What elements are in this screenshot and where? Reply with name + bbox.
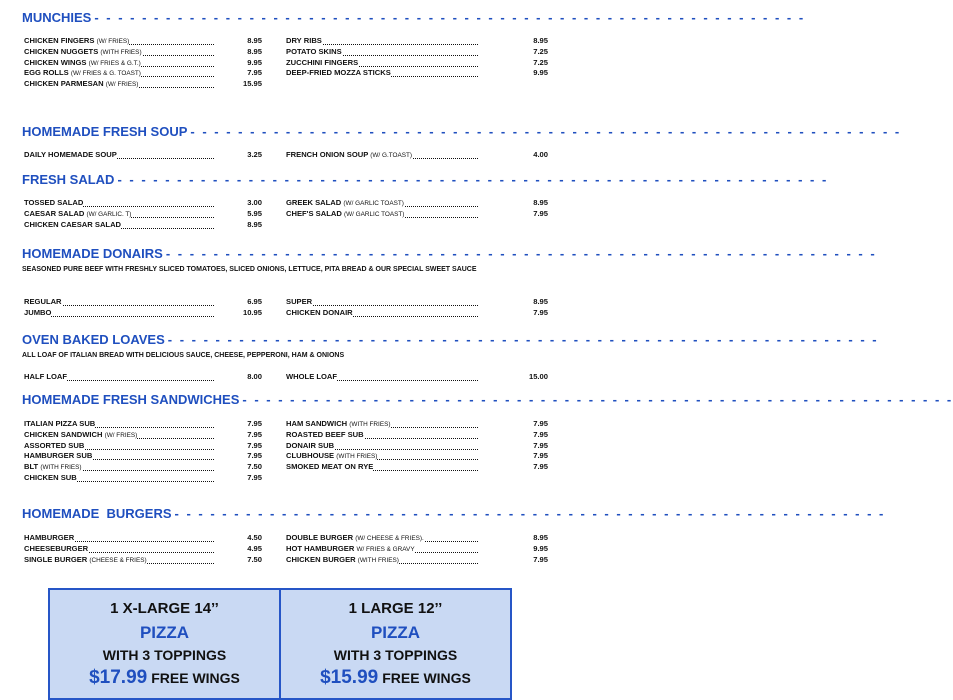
item-note: (W/ FRIES & G.T.)	[88, 59, 141, 67]
item-name	[286, 68, 391, 78]
item-price: 10.95	[242, 307, 262, 317]
item-note: (WITH FRIES)	[357, 556, 399, 564]
item-price: 7.95	[247, 429, 262, 439]
menu-item	[24, 58, 262, 68]
menu-item	[24, 555, 262, 565]
item-name	[286, 419, 390, 430]
menu-item	[286, 555, 548, 565]
item-price: 9.95	[533, 543, 548, 553]
menu-item	[24, 473, 262, 483]
item-name-text: EGG ROLLS	[24, 68, 69, 78]
item-price: 3.00	[247, 198, 262, 207]
item-note: (W/ GARLIC TOAST)	[343, 210, 405, 218]
section-title-text: MUNCHIES	[22, 10, 92, 25]
item-name-text: GREEK SALAD	[286, 198, 342, 207]
item-name-text: DONAIR SUB	[286, 440, 335, 450]
item-price: 7.95	[533, 451, 548, 461]
promo-extra: FREE WINGS	[151, 670, 240, 686]
item-name-text: POTATO SKINS	[286, 46, 342, 56]
promo-size: 1 LARGE 12’’	[348, 600, 443, 617]
item-name	[286, 36, 322, 46]
item-price: 7.50	[247, 554, 262, 564]
item-name-text: CAESAR SALAD	[24, 208, 85, 218]
promo-item: PIZZA	[370, 623, 421, 642]
item-name-text: DOUBLE BURGER	[286, 533, 354, 542]
section-title-donairs	[22, 246, 877, 261]
item-name-text: CHICKEN CAESAR SALAD	[24, 219, 122, 229]
promo-price: $17.99	[89, 667, 148, 688]
item-name-text: JUMBO	[24, 307, 52, 317]
item-name-text: SMOKED MEAT ON RYE	[286, 462, 374, 472]
item-name-text: CHICKEN SUB	[24, 473, 77, 482]
item-price: 7.95	[533, 307, 548, 317]
item-name	[24, 220, 121, 230]
menu-item	[24, 419, 262, 429]
title-divider: - - - - - - - - - - - - - - - - - - - - - - - - - - - - - - - - - - - - - - - - - - - - - - - - - - - - - - - - - - - -	[242, 392, 953, 407]
item-name	[24, 58, 141, 69]
promo-extra: FREE WINGS	[382, 670, 471, 686]
item-price: 9.95	[533, 68, 548, 78]
item-note: (WITH FRIES)	[349, 421, 391, 428]
section-title-munchies	[22, 10, 806, 25]
promo-item: PIZZA	[139, 623, 190, 642]
item-name-text: HAM SANDWICH	[286, 419, 348, 428]
item-note: (WITH FRIES)	[100, 48, 142, 56]
section-title-text: OVEN BAKED LOAVES	[22, 332, 165, 347]
item-name	[24, 297, 62, 307]
menu-item	[24, 220, 262, 230]
item-name	[286, 47, 342, 57]
item-name	[24, 36, 129, 47]
item-price: 15.95	[242, 79, 262, 89]
promo-large-pizza	[279, 590, 510, 698]
item-price: 4.95	[247, 543, 262, 553]
menu-item	[286, 441, 548, 451]
item-name-text: ZUCCHINI FINGERS	[286, 57, 359, 67]
menu-item	[286, 150, 548, 160]
section-title-text: HOMEMADE FRESH SOUP	[22, 124, 188, 139]
menu-item	[24, 150, 262, 160]
menu-item	[286, 297, 548, 307]
item-name	[24, 209, 131, 220]
item-name	[24, 150, 117, 160]
menu-item	[24, 430, 262, 440]
promo-deal	[50, 667, 279, 689]
item-note: (WITH FRIES)	[40, 464, 82, 472]
item-name-text: CHICKEN WINGS	[24, 57, 87, 67]
item-price: 7.95	[533, 462, 548, 472]
item-name	[286, 533, 424, 544]
item-price: 7.25	[533, 46, 548, 56]
item-name-text: FRENCH ONION SOUP	[286, 150, 369, 159]
item-price: 7.95	[247, 68, 262, 78]
item-name	[286, 441, 334, 451]
menu-item	[24, 451, 262, 461]
menu-item	[24, 308, 262, 318]
item-name	[286, 544, 415, 555]
menu-item	[24, 462, 262, 472]
section-title-text: FRESH SALAD	[22, 172, 115, 187]
item-price: 9.95	[247, 57, 262, 67]
item-name-text: DAILY HOMEMADE SOUP	[24, 150, 117, 159]
menu-item	[286, 36, 548, 46]
item-price: 7.50	[247, 462, 262, 472]
item-price: 7.95	[247, 419, 262, 428]
section-title-text: HOMEMADE BURGERS	[22, 506, 172, 521]
item-price: 7.95	[533, 208, 548, 218]
item-name-text: ROASTED BEEF SUB	[286, 429, 364, 439]
item-name-text: BLT	[24, 462, 39, 472]
item-price: 8.95	[247, 219, 262, 229]
item-name	[286, 462, 373, 472]
title-divider: - - - - - - - - - - - - - - - - - - - - - - - - - - - - - - - - - - - - - - - - - - - - - - - - - - - - - - - - - - - -	[174, 506, 886, 521]
section-title-sandwiches	[22, 392, 953, 407]
item-price: 7.25	[533, 57, 548, 67]
menu-item	[286, 544, 548, 554]
item-name	[24, 555, 147, 566]
dot-leader	[286, 305, 478, 306]
item-price: 8.95	[533, 36, 548, 45]
item-price: 7.95	[533, 419, 548, 428]
menu-item	[286, 430, 548, 440]
dot-leader	[24, 316, 214, 317]
item-name	[24, 462, 82, 473]
item-name	[24, 419, 95, 429]
section-description: ALL LOAF OF ITALIAN BREAD WITH DELICIOUS SAUCE, CHEESE, PEPPERONI, HAM & ONIONS	[22, 352, 345, 359]
menu-item	[24, 372, 262, 382]
item-name-text: DRY RIBS	[286, 36, 322, 45]
menu-item	[286, 209, 548, 219]
menu-item	[286, 372, 548, 382]
item-note: (WITH FRIES)	[336, 453, 378, 461]
promo-price: $15.99	[320, 667, 379, 688]
item-name-text: CHEF'S SALAD	[286, 208, 342, 218]
item-price: 4.00	[533, 150, 548, 159]
item-note: (W/ GARLIC. T)	[86, 210, 132, 218]
menu-item	[286, 68, 548, 78]
item-price: 15.00	[528, 372, 548, 381]
title-divider: - - - - - - - - - - - - - - - - - - - - - - - - - - - - - - - - - - - - - - - - - - - - - - - - - - - - - - - - - - - -	[117, 172, 829, 187]
item-name-text: HAMBURGER SUB	[24, 451, 93, 461]
menu-item	[24, 198, 262, 208]
item-name	[286, 430, 364, 440]
item-name	[286, 451, 377, 462]
item-name-text: SUPER	[286, 297, 313, 306]
item-price: 7.95	[247, 473, 262, 482]
item-name	[24, 198, 83, 208]
menu-item	[24, 47, 262, 57]
item-name-text: CHICKEN NUGGETS	[24, 46, 99, 56]
item-name	[286, 555, 399, 566]
item-price: 5.95	[247, 208, 262, 218]
item-name-text: ASSORTED SUB	[24, 440, 85, 450]
title-divider: - - - - - - - - - - - - - - - - - - - - - - - - - - - - - - - - - - - - - - - - - - - - - - - - - - - - - - - - - - - -	[94, 10, 806, 25]
menu-item	[24, 36, 262, 46]
menu-item	[24, 441, 262, 451]
promo-toppings: WITH 3 TOPPINGS	[333, 647, 458, 663]
item-name-text: TOSSED SALAD	[24, 198, 84, 207]
item-price: 7.95	[247, 451, 262, 461]
item-name	[24, 533, 74, 543]
item-price: 3.25	[247, 150, 262, 159]
section-title-loaves	[22, 332, 879, 347]
item-name-text: SINGLE BURGER	[24, 554, 88, 564]
item-name	[24, 79, 138, 90]
item-name	[286, 372, 337, 382]
item-name	[24, 441, 84, 451]
item-name-text: ITALIAN PIZZA SUB	[24, 419, 96, 428]
item-name-text: HOT HAMBURGER	[286, 543, 355, 553]
item-name	[286, 150, 412, 161]
menu-item	[286, 47, 548, 57]
item-price: 7.95	[533, 429, 548, 439]
section-title-text: HOMEMADE FRESH SANDWICHES	[22, 392, 240, 407]
item-price: 8.95	[533, 533, 548, 542]
section-description: SEASONED PURE BEEF WITH FRESHLY SLICED TOMATOES, SLICED ONIONS, LETTUCE, PITA BREAD & OUR SPECIAL SWEET SAUCE	[22, 266, 477, 273]
promo-banner	[48, 588, 512, 700]
item-name	[286, 198, 404, 209]
item-name	[24, 68, 141, 79]
item-price: 7.95	[533, 554, 548, 564]
menu-item	[24, 533, 262, 543]
item-price: 8.95	[247, 36, 262, 45]
item-name	[286, 308, 353, 318]
menu-item	[286, 533, 548, 543]
item-name	[24, 372, 67, 382]
item-name-text: DEEP-FRIED MOZZA STICKS	[286, 68, 391, 78]
item-note: (W/ GARLIC TOAST)	[343, 200, 404, 207]
menu-item	[24, 544, 262, 554]
item-name	[24, 451, 92, 461]
item-name	[286, 209, 404, 220]
item-note: W/ FRIES & GRAVY	[356, 545, 415, 553]
item-note: (W/ FRIES)	[104, 431, 138, 439]
item-name	[286, 297, 312, 307]
promo-deal	[281, 667, 510, 689]
item-note: (W/ G.TOAST)	[370, 152, 413, 159]
menu-item	[286, 451, 548, 461]
item-name-text: CHICKEN DONAIR	[286, 307, 353, 317]
menu-item	[24, 297, 262, 307]
item-price: 7.95	[247, 440, 262, 450]
menu-item	[286, 198, 548, 208]
item-note: (W/ FRIES)	[96, 38, 130, 45]
title-divider: - - - - - - - - - - - - - - - - - - - - - - - - - - - - - - - - - - - - - - - - - - - - - - - - - - - - - - - - - - - -	[165, 246, 877, 261]
item-name	[24, 308, 51, 318]
item-name	[24, 430, 137, 441]
section-title-text: HOMEMADE DONAIRS	[22, 246, 163, 261]
item-price: 8.95	[533, 198, 548, 207]
item-name-text: CLUBHOUSE	[286, 451, 335, 461]
title-divider: - - - - - - - - - - - - - - - - - - - - - - - - - - - - - - - - - - - - - - - - - - - - - - - - - - - - - - - - - - - -	[190, 124, 902, 139]
promo-toppings: WITH 3 TOPPINGS	[102, 647, 227, 663]
item-price: 4.50	[247, 533, 262, 542]
section-title-salad	[22, 172, 829, 187]
section-title-burgers	[22, 506, 886, 521]
promo-xlarge-pizza	[50, 590, 279, 698]
item-name-text: CHICKEN FINGERS	[24, 36, 95, 45]
item-note: (W/ FRIES & G. TOAST)	[70, 70, 141, 78]
item-name-text: REGULAR	[24, 297, 62, 306]
item-name-text: CHICKEN SANDWICH	[24, 429, 103, 439]
item-name-text: WHOLE LOAF	[286, 372, 338, 381]
item-name-text: CHICKEN PARMESAN	[24, 79, 104, 89]
item-name	[286, 58, 358, 68]
menu-item	[286, 462, 548, 472]
item-price: 8.95	[247, 46, 262, 56]
item-price: 7.95	[533, 440, 548, 450]
item-price: 8.00	[247, 372, 262, 381]
item-name-text: CHEESEBURGER	[24, 543, 89, 553]
menu-item	[24, 79, 262, 89]
item-price: 8.95	[533, 297, 548, 306]
item-name	[24, 473, 77, 483]
item-name	[24, 544, 88, 554]
item-name	[24, 47, 142, 58]
item-note: (CHEESE & FRIES)	[89, 556, 147, 564]
menu-item	[286, 58, 548, 68]
item-name-text: HALF LOAF	[24, 372, 68, 381]
item-name-text: CHICKEN BURGER	[286, 554, 356, 564]
item-note: (W/ CHEESE & FRIES).	[355, 535, 424, 542]
menu-item	[286, 308, 548, 318]
menu-item	[286, 419, 548, 429]
title-divider: - - - - - - - - - - - - - - - - - - - - - - - - - - - - - - - - - - - - - - - - - - - - - - - - - - - - - - - - - - - -	[167, 332, 879, 347]
promo-size: 1 X-LARGE 14’’	[110, 600, 219, 617]
section-title-soup	[22, 124, 902, 139]
item-price: 6.95	[247, 297, 262, 306]
menu-item	[24, 209, 262, 219]
item-name-text: HAMBURGER	[24, 533, 75, 542]
menu-item	[24, 68, 262, 78]
item-note: (W/ FRIES)	[105, 81, 139, 89]
